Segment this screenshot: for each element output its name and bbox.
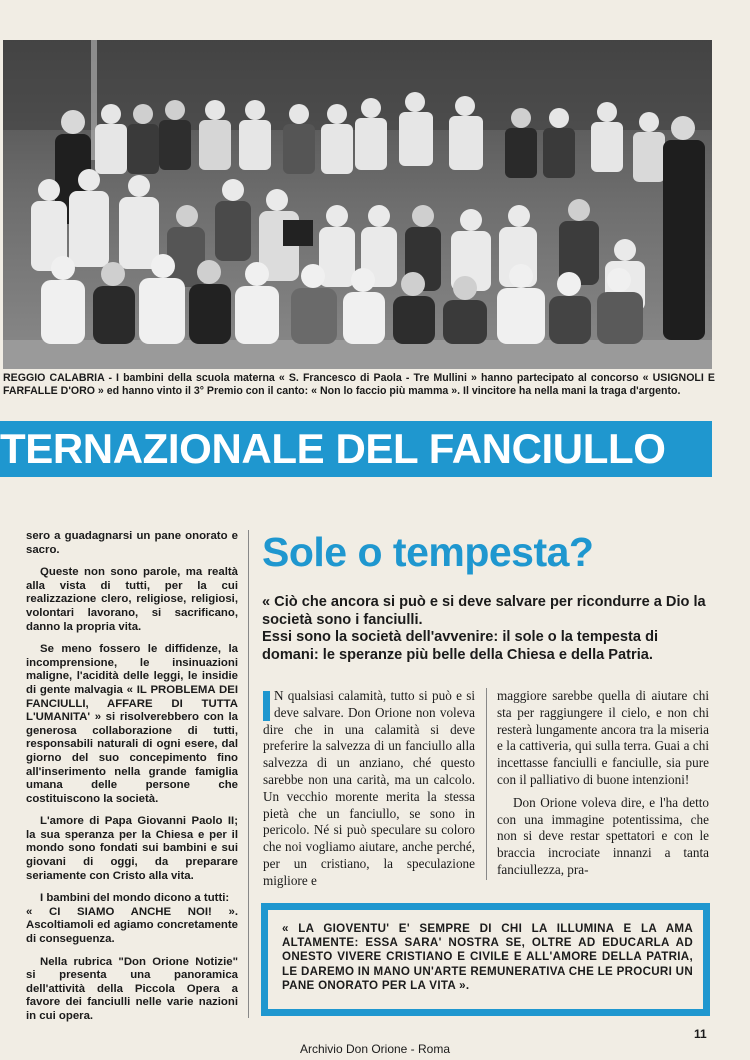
left-paragraph-6: « CI SIAMO ANCHE NOI! ». Ascoltiamoli ed agiamo concretamente di conseguenza. (26, 905, 238, 946)
group-photo (3, 40, 712, 369)
quote-text: « LA GIOVENTU' E' SEMPRE DI CHI LA ILLUMINA E LA AMA ALTAMENTE: ESSA SARA' NOSTRA SE, OLTRE AD EDUCARLA AD ONESTO VIVERE CRISTIANO E CIVILE E ALL'AMORE DELLA PATRIA, LE DAREMO IN MANO UN'ARTE REMUNERATIVA CHE LE PROCURI UN PANE ONORATO PER LA VITA ». (282, 922, 693, 992)
body-column-2 (497, 688, 709, 879)
archive-footer: Archivio Don Orione - Roma (299, 1042, 451, 1056)
left-paragraph-5: I bambini del mondo dicono a tutti: (40, 892, 230, 905)
body-divider (486, 688, 487, 880)
column-divider (248, 530, 249, 1018)
body-paragraph-2: maggiore sarebbe quella di aiutare chi sta per raggiungere il cielo, e non chi resterà lungamente ancora tra la miseria e la cattiveria, qui sulla terra. Guai a chi incettasse fanciulli e fanciulle, sia pure con il palliativo di buone intenzioni! (497, 688, 709, 787)
photo-caption: REGGIO CALABRIA - I bambini della scuola materna « S. Francesco di Paola - Tre Mullini » hanno partecipato al concorso « USIGNOLI E FARFALLE D'ORO » ed hanno vinto il 3° Premio con il canto: « Non lo faccio più mamma ». Il vincitore ha nella mani la traga d'argento. (3, 372, 715, 398)
left-paragraph-4: L'amore di Papa Giovanni Paolo II; la sua speranza per la Chiesa e per il mondo sono fondati sui bambini e sui giovani di oggi, da preparare seriamente con Cristo alla vita. (26, 815, 238, 882)
left-paragraph-1: sero a guadagnarsi un pane onorato e sacro. (26, 530, 238, 556)
left-paragraph-2: Queste non sono parole, ma realtà alla vista di tutti, per la cui realizzazione clero, religiose, religiosi, volontari lavorano, si sacrificano, danno la propria vita. (26, 566, 238, 633)
section-banner (0, 421, 712, 477)
article-subtitle (262, 594, 710, 664)
drop-cap-bar (263, 691, 270, 721)
left-column (26, 530, 238, 1033)
body-paragraph-3: Don Orione voleva dire, e l'ha detto con una immagine potentissima, che non si deve restar spettatori e con le braccia incrociate innanzi a tanta fanciullezza, pra- (497, 794, 709, 877)
left-paragraph-7: Nella rubrica "Don Orione Notizie" si presenta una panoramica dell'attività della Piccola Opera a favore dei fanciulli nelle varie nazioni in cui opera. (26, 955, 238, 1022)
body-column-1 (263, 688, 475, 890)
subtitle-line-2: Essi sono la società dell'avvenire: il sole o la tempesta di domani: le speranze più belle della Chiesa e della Patria. (262, 629, 659, 663)
banner-text: TERNAZIONALE DEL FANCIULLO (0, 425, 666, 472)
left-paragraph-3: Se meno fossero le diffidenze, la incomprensione, le insinuazioni maligne, l'acidità delle leggi, le insidie di gente malvagia « IL PROBLEMA DEI FANCIULLI, AFFARE DI TUTTA L'UMANITA' » si risolverebbero con la generosa collaborazione di tutti, responsabili naturali di ogni esere, dal giorno del suo concepimento fino all'inserimento nella grande famiglia umana delle persone che costituiscono la società. (26, 643, 238, 805)
page-number: 11 (694, 1027, 707, 1041)
quote-box (261, 903, 710, 1016)
body-paragraph-1: N qualsiasi calamità, tutto si può e si deve salvare. Don Orione non voleva dire che in una calamità si deve preferire la salvezza di un fanciullo alla salvezza di un anziano, ché questo sarebbe non una carità, ma un calcolo. Un vecchio morente merita la stessa pietà che un fanciullo, se sono in pericolo. Né si può speculare su coloro che noi vogliamo aiutare, anche perché, per un cristiano, la speculazione migliore e (263, 688, 475, 888)
subtitle-line-1: « Ciò che ancora si può e si deve salvare per ricondurre a Dio la società sono i fanciulli. (262, 594, 706, 628)
article-title: Sole o tempesta? (262, 529, 594, 575)
